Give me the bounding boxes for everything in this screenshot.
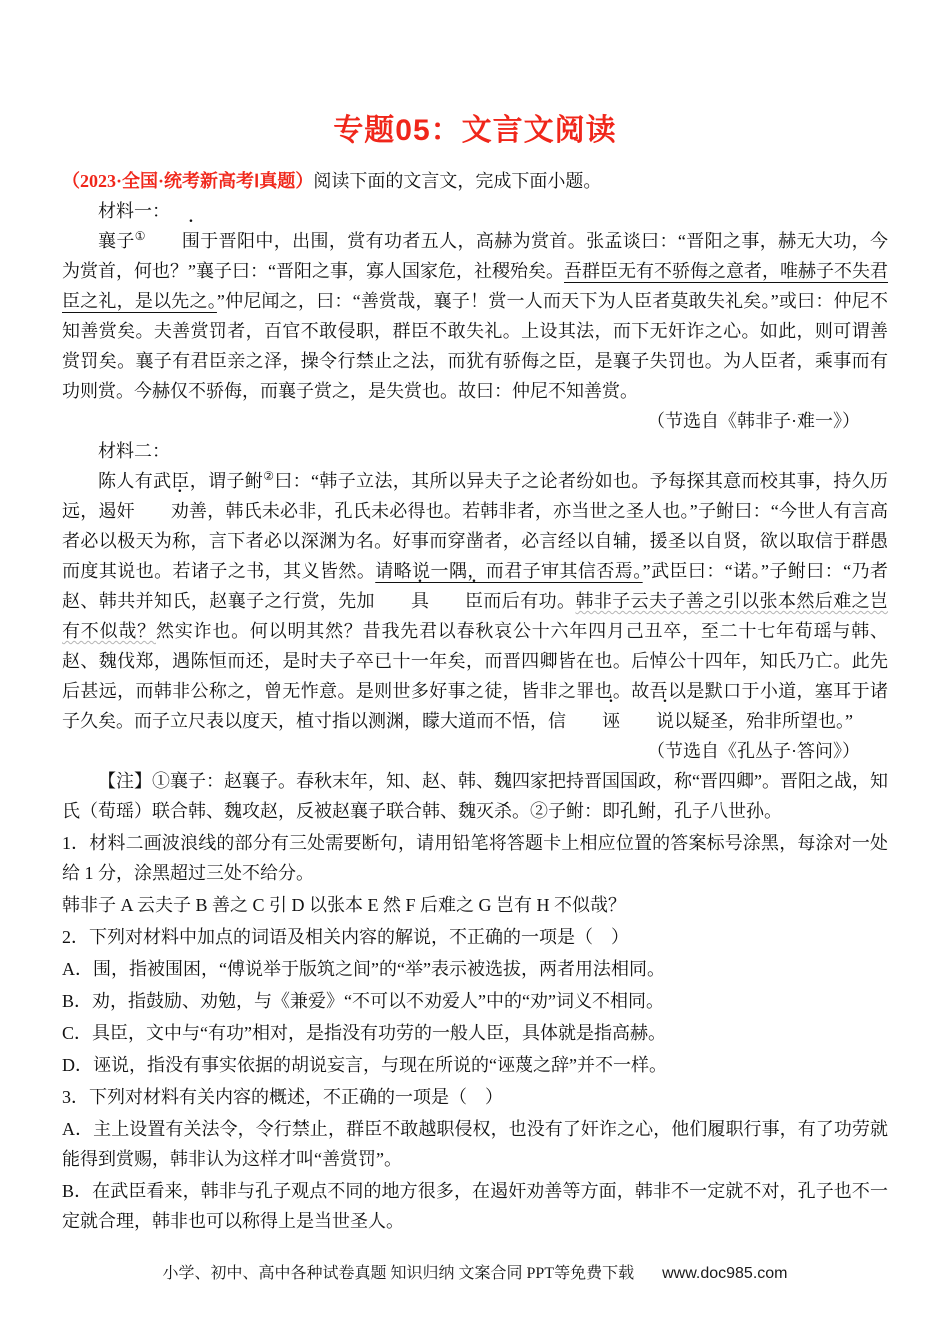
passage-text: 以疑圣，殆非所望也。” (674, 711, 853, 731)
dotted-term: 围 (181, 231, 200, 251)
question-1-stem: 1．材料二画波浪线的部分有三处需要断句，请用铅笔将答题卡上相应位置的答案标号涂黑，每涂对一处给 1 分，涂黑超过三处不给分。 (62, 833, 888, 883)
page-footer (0, 1262, 950, 1286)
dotted-term: 具 臣 (410, 591, 483, 611)
underlined-sentence: 请略说一隅，而君子审其信否焉。 (375, 561, 643, 581)
exam-source-tag: （2023·全国·统考新高考Ⅰ真题） (62, 171, 314, 191)
passage-text: 善，韩氏未必非，孔氏未必得也。若韩非者，亦当世之圣人也。”子鲋曰：“今世人有言高者必以极天为称，言下者必以深渊为名。好事而穿凿者，必言经以自辅，援圣以自贤，欲以取信于群愚而度其说也。若诸子之书，其义皆然。 (62, 501, 888, 581)
note-paragraph: 【注】①襄子：赵襄子。春秋末年，知、赵、韩、魏四家把持晋国国政，称“晋四卿”。晋阳之战，知氏（荀瑶）联合韩、魏攻赵，反被赵襄子联合韩、魏灭杀。②子鲋：即孔鲋，孔子八世孙。 (62, 771, 888, 821)
passage-text: 襄子 (98, 231, 135, 251)
exam-intro-line (62, 166, 888, 196)
question-2-option-c: C．具臣，文中与“有功”相对，是指没有功劳的一般人臣，具体就是指高赫。 (62, 1023, 666, 1043)
question-2-option-b: B．劝，指鼓励、劝勉，与《兼爱》“不可以不劝爱人”中的“劝”词义不相同。 (62, 991, 664, 1011)
note-ref-mark: ① (134, 229, 146, 243)
passage-text: 陈人有武臣，谓子鲋 (98, 471, 264, 491)
passage-text: ”武臣曰：“诺。”子鲋曰：“乃者赵、韩共并知氏，赵襄子之行赏，先加 (62, 561, 889, 611)
passage-text: 然实诈也。何以明其然？昔我先君以春秋哀公十六年四月己丑卒，至二十七年荀瑶与韩、赵、魏伐郑，遇陈恒而还，是时夫子卒已十一年矣，而晋四卿皆在也。后悼公十四年，知氏乃亡。此先后甚远，而韩非公称之，曾无怍意。是则世多好事之徒，皆非之罪也。故吾以是默口于小道，塞耳于诸子久矣。而子立尺表以度天，植寸指以测渊，矇大道而不悟，信 (62, 621, 888, 731)
material-1-label: 材料一： (98, 201, 170, 221)
underlined-sentence: 吾群臣无有不骄侮之意者，唯赫子不失君臣之礼，是以先之。 (62, 261, 889, 311)
footer-site-link[interactable]: www.doc985.com (662, 1265, 788, 1282)
wavy-underlined-sentence: 韩非子云夫子善之引以张本然后难之岂有不似哉？ (62, 591, 889, 641)
question-3-stem: 3．下列对材料有关内容的概述，不正确的一项是（ ） (62, 1087, 503, 1107)
passage-text: 而后有功。 (482, 591, 576, 611)
dotted-term: 劝 (170, 501, 189, 521)
footer-text: 小学、初中、高中各种试卷真题 知识归纳 文案合同 PPT等免费下载 (162, 1265, 635, 1282)
question-3-option-b: B．在武臣看来，韩非与孔子观点不同的地方很多，在遏奸劝善等方面，韩非不一定就不对，孔子也不一定就合理，韩非也可以称得上是当世圣人。 (62, 1181, 888, 1231)
question-2-option-a: A．围，指被围困，“傅说举于版筑之间”的“举”表示被选拔，两者用法相同。 (62, 959, 665, 979)
question-3-option-a: A．主上设置有关法令，令行禁止，群臣不敢越职侵权，也没有了奸诈之心，他们履职行事，有了功劳就能得到赏赐，韩非认为这样才叫“善赏罚”。 (62, 1119, 888, 1169)
dotted-term: 诬 说 (602, 711, 674, 731)
question-2-stem: 2．下列对材料中加点的词语及相关内容的解说，不正确的一项是（ ） (62, 927, 629, 947)
page-title: 专题05：文言文阅读 (333, 114, 617, 147)
question-2-option-d: D．诬说，指没有事实依据的胡说妄言，与现在所说的“诬蔑之辞”并不一样。 (62, 1055, 667, 1075)
material-2-paragraph (62, 466, 888, 736)
exam-intro-text: 阅读下面的文言文，完成下面小题。 (313, 171, 602, 191)
note-ref-mark: ② (263, 469, 275, 483)
material-2-label: 材料二： (98, 441, 170, 461)
material-2-source: （节选自《孔丛子·答问》） (647, 741, 860, 761)
passage-text: ”仲尼闻之，曰：“善赏哉，襄子！赏一人而天下为人臣者莫敢失礼矣。”或曰：仲尼不知善赏矣。夫善赏罚者，百官不敢侵职，群臣不敢失礼。上设其法，而下无奸诈之心。如此，则可谓善赏罚矣。襄子有君臣亲之泽，操令行禁止之法，而犹有骄侮之臣，是襄子失罚也。为人臣者，乘事而有功则赏。今赫仅不骄侮，而襄子赏之，是失赏也。故曰：仲尼不知善赏。 (62, 291, 888, 401)
passage-text: 曰：“韩子立法，其所以异夫子之论者纷如也。予每探其意而校其事，持久历远，遏奸 (62, 471, 889, 521)
material-1-source: （节选自《韩非子·难一》） (647, 411, 860, 431)
question-1-sentence: 韩非子 A 云夫子 B 善之 C 引 D 以张本 E 然 F 后难之 G 岂有 H 不似哉？ (62, 895, 627, 915)
passage-text: 于晋阳中，出围，赏有功者五人，高赫为赏首。张孟谈曰：“晋阳之事，赫无大功，今为赏首，何也？”襄子曰：“晋阳之事，寡人国家危，社稷殆矣。 (62, 231, 888, 281)
material-1-paragraph (62, 226, 888, 406)
